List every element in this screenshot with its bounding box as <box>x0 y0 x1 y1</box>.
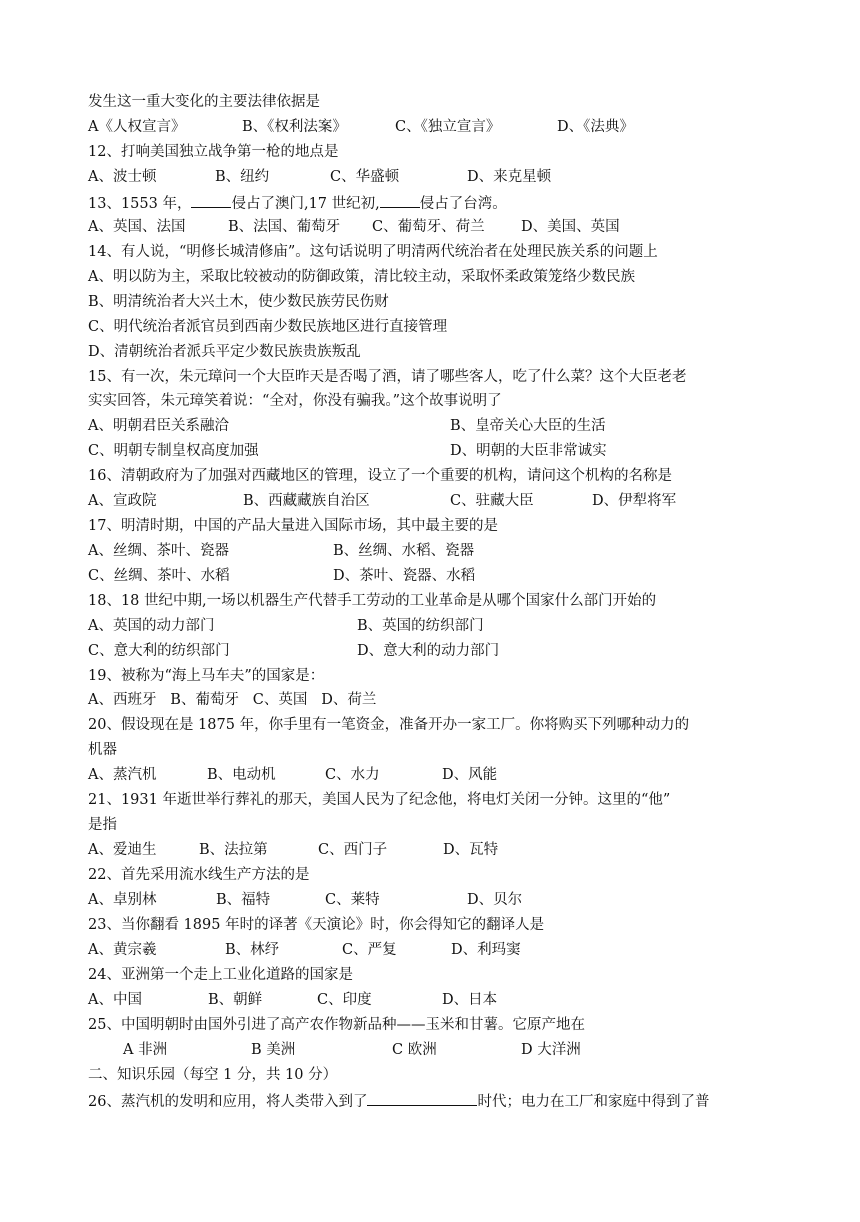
option-21-a: A、爱迪生 <box>88 842 157 858</box>
option-18-b: B、英国的纺织部门 <box>357 618 484 634</box>
option-14-a: A、明以防为主，采取比较被动的防御政策，清比较主动，采取怀柔政策笼络少数民族 <box>88 269 635 285</box>
option-18-d: D、意大利的动力部门 <box>357 643 500 659</box>
question-20-stem: 20、假设现在是 1875 年，你手里有一笔资金，准备开办一家工厂。你将购买下列哪种动力的 <box>88 717 690 733</box>
option-12-a: A、波士顿 <box>88 169 157 185</box>
option-17-c: C、丝绸、茶叶、水稻 <box>88 568 230 584</box>
option-15-c: C、明朝专制皇权高度加强 <box>88 443 259 459</box>
option-16-b: B、西藏藏族自治区 <box>243 493 370 509</box>
option-11-b: B、《权利法案》 <box>242 119 347 135</box>
option-24-a: A、中国 <box>88 992 142 1008</box>
option-12-b: B、纽约 <box>215 169 270 185</box>
option-22-b: B、福特 <box>216 892 271 908</box>
option-18-c: C、意大利的纺织部门 <box>88 643 230 659</box>
option-17-a: A、丝绸、茶叶、瓷器 <box>88 543 229 559</box>
option-13-d: D、美国、英国 <box>521 219 620 235</box>
option-17-b: B、丝绸、水稻、瓷器 <box>333 543 475 559</box>
option-23-d: D、利玛窦 <box>451 942 521 958</box>
answer-blank <box>367 1090 477 1106</box>
question-26-stem <box>88 1090 709 1112</box>
option-13-b: B、法国、葡萄牙 <box>228 219 341 235</box>
question-18-stem: 18、18 世纪中期,一场以机器生产代替手工劳动的工业革命是从哪个国家什么部门开始的 <box>88 593 657 609</box>
option-17-d: D、茶叶、瓷器、水稻 <box>333 568 476 584</box>
question-15-stem-cont: 实实回答，朱元璋笑着说：“全对，你没有骗我。”这个故事说明了 <box>88 393 502 409</box>
option-14-d: D、清朝统治者派兵平定少数民族贵族叛乱 <box>88 344 361 360</box>
option-13-c: C、葡萄牙、荷兰 <box>372 219 485 235</box>
question-21-stem: 21、1931 年逝世举行葬礼的那天，美国人民为了纪念他，将电灯关闭一分钟。这里的“他” <box>88 792 671 808</box>
question-26-part-1: 26、蒸汽机的发明和应用，将人类带入到了 <box>88 1094 368 1110</box>
option-24-c: C、印度 <box>317 992 372 1008</box>
option-16-c: C、驻藏大臣 <box>450 493 534 509</box>
question-23-stem: 23、当你翻看 1895 年时的译著《天演论》时，你会得知它的翻译人是 <box>88 917 545 933</box>
question-13-stem <box>88 192 507 214</box>
section-2-heading: 二、知识乐园（每空 1 分，共 10 分） <box>88 1067 338 1083</box>
option-25-c: C 欧洲 <box>392 1042 437 1058</box>
option-11-d: D、《法典》 <box>557 119 634 135</box>
option-25-d: D 大洋洲 <box>521 1042 581 1058</box>
question-21-stem-cont: 是指 <box>88 817 117 833</box>
question-14-stem: 14、有人说，“明修长城清修庙”。这句话说明了明清两代统治者在处理民族关系的问题上 <box>88 244 658 260</box>
option-24-b: B、朝鲜 <box>208 992 263 1008</box>
option-22-d: D、贝尔 <box>467 892 523 908</box>
question-17-stem: 17、明清时期，中国的产品大量进入国际市场，其中最主要的是 <box>88 518 498 534</box>
option-20-b: B、电动机 <box>207 767 276 783</box>
option-23-c: C、严复 <box>342 942 397 958</box>
option-15-a: A、明朝君臣关系融洽 <box>88 418 229 434</box>
question-12-stem: 12、打响美国独立战争第一枪的地点是 <box>88 144 339 160</box>
question-13-part-2: 侵占了澳门,17 世纪初, <box>231 196 380 212</box>
option-16-a: A、宣政院 <box>88 493 157 509</box>
option-15-b: B、皇帝关心大臣的生活 <box>450 418 606 434</box>
answer-blank <box>191 192 231 208</box>
question-22-stem: 22、首先采用流水线生产方法的是 <box>88 867 310 883</box>
option-21-d: D、瓦特 <box>443 842 499 858</box>
option-11-c: C、《独立宣言》 <box>395 119 501 135</box>
option-20-a: A、蒸汽机 <box>88 767 157 783</box>
option-25-b: B 美洲 <box>251 1042 296 1058</box>
question-13-part-1: 13、1553 年， <box>88 196 192 212</box>
option-12-d: D、来克星顿 <box>467 169 552 185</box>
option-24-d: D、日本 <box>442 992 498 1008</box>
option-12-c: C、华盛顿 <box>330 169 400 185</box>
option-15-d: D、明朝的大臣非常诚实 <box>450 443 607 459</box>
option-23-a: A、黄宗羲 <box>88 942 157 958</box>
question-19-options: A、西班牙 B、葡萄牙 C、英国 D、荷兰 <box>88 692 377 708</box>
option-18-a: A、英国的动力部门 <box>88 618 215 634</box>
option-23-b: B、林纾 <box>225 942 280 958</box>
question-19-stem: 19、被称为“海上马车夫”的国家是： <box>88 668 325 684</box>
question-11-stem: 发生这一重大变化的主要法律依据是 <box>88 94 320 110</box>
option-13-a: A、英国、法国 <box>88 219 186 235</box>
question-16-stem: 16、清朝政府为了加强对西藏地区的管理，设立了一个重要的机构，请问这个机构的名称是 <box>88 468 672 484</box>
question-13-part-3: 侵占了台湾。 <box>419 196 507 212</box>
answer-blank <box>380 192 420 208</box>
option-21-b: B、法拉第 <box>199 842 268 858</box>
option-21-c: C、西门子 <box>318 842 388 858</box>
option-14-b: B、明清统治者大兴土木，使少数民族劳民伤财 <box>88 294 389 310</box>
option-11-a: A《人权宣言》 <box>88 119 186 135</box>
option-25-a: A 非洲 <box>123 1042 168 1058</box>
question-25-stem: 25、中国明朝时由国外引进了高产农作物新品种——玉米和甘薯。它原产地在 <box>88 1017 585 1033</box>
option-16-d: D、伊犁将军 <box>592 493 677 509</box>
question-20-stem-cont: 机器 <box>88 742 117 758</box>
question-15-stem: 15、有一次，朱元璋问一个大臣昨天是否喝了酒，请了哪些客人，吃了什么菜？这个大臣老老 <box>88 369 687 385</box>
option-20-d: D、风能 <box>442 767 498 783</box>
question-24-stem: 24、亚洲第一个走上工业化道路的国家是 <box>88 967 353 983</box>
option-22-c: C、莱特 <box>325 892 380 908</box>
option-22-a: A、卓别林 <box>88 892 157 908</box>
question-26-part-2: 时代；电力在工厂和家庭中得到了普 <box>477 1094 710 1110</box>
option-20-c: C、水力 <box>325 767 380 783</box>
option-14-c: C、明代统治者派官员到西南少数民族地区进行直接管理 <box>88 319 448 335</box>
